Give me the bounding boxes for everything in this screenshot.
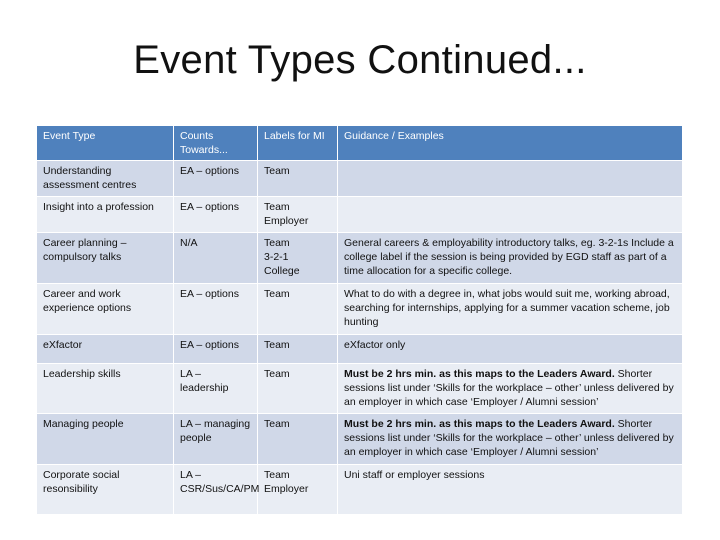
cell-event-type: Career and work experience options (37, 284, 174, 335)
mi-label: Team (264, 339, 290, 351)
cell-guidance (338, 284, 683, 335)
table-row (37, 414, 683, 465)
cell-event-type: Understanding assessment centres (37, 161, 174, 197)
cell-counts-towards: EA – options (174, 284, 258, 335)
cell-labels-for-mi (258, 414, 338, 465)
cell-counts-towards: LA – managing people (174, 414, 258, 465)
mi-label: Team (264, 469, 290, 481)
mi-label: Team (264, 165, 290, 177)
cell-labels-for-mi (258, 233, 338, 284)
mi-label: Team (264, 201, 290, 213)
table-row (37, 233, 683, 284)
table-header-row (37, 126, 683, 161)
cell-labels-for-mi (258, 284, 338, 335)
guidance-emphasis: Must be 2 hrs min. as this maps to the Leaders Award. (344, 418, 615, 430)
cell-counts-towards: EA – options (174, 197, 258, 233)
cell-labels-for-mi (258, 197, 338, 233)
guidance-text: General careers & employability introductory talks, eg. 3-2-1s Include a college label if the session is being provided by EGD staff as part of a time allocation for a specific college. (344, 237, 674, 277)
mi-label: Employer (264, 483, 309, 495)
header-counts-towards: Counts Towards... (174, 126, 258, 161)
cell-labels-for-mi (258, 335, 338, 364)
table-row (37, 197, 683, 233)
cell-guidance (338, 161, 683, 197)
cell-event-type: Leadership skills (37, 364, 174, 414)
cell-event-type: Insight into a profession (37, 197, 174, 233)
mi-label: College (264, 265, 300, 277)
cell-counts-towards: EA – options (174, 335, 258, 364)
cell-labels-for-mi (258, 465, 338, 515)
header-guidance: Guidance / Examples (338, 126, 683, 161)
guidance-text: Uni staff or employer sessions (344, 469, 485, 481)
cell-event-type: Career planning – compulsory talks (37, 233, 174, 284)
cell-event-type: eXfactor (37, 335, 174, 364)
cell-guidance (338, 414, 683, 465)
cell-counts-towards: EA – options (174, 161, 258, 197)
table-row (37, 161, 683, 197)
cell-labels-for-mi (258, 161, 338, 197)
cell-event-type: Managing people (37, 414, 174, 465)
mi-label: Team (264, 418, 290, 430)
page-title: Event Types Continued... (133, 38, 587, 82)
guidance-text: What to do with a degree in, what jobs would suit me, working abroad, searching for internships, applying for a summer vacation scheme, job hunting (344, 288, 670, 328)
cell-guidance (338, 465, 683, 515)
event-types-table (37, 126, 683, 515)
cell-guidance (338, 233, 683, 284)
table-row (37, 364, 683, 414)
cell-guidance (338, 335, 683, 364)
cell-event-type: Corporate social resonsibility (37, 465, 174, 515)
guidance-text: Shorter sessions list under ‘Skills for the workplace – other’ unless delivered by an employer in which case ‘Employer / Alumni session’ (344, 368, 674, 408)
cell-labels-for-mi (258, 364, 338, 414)
mi-label: Team (264, 368, 290, 380)
cell-guidance (338, 364, 683, 414)
header-labels-for-mi: Labels for MI (258, 126, 338, 161)
mi-label: Team (264, 237, 290, 249)
cell-guidance (338, 197, 683, 233)
table-row (37, 335, 683, 364)
cell-counts-towards: LA – leadership (174, 364, 258, 414)
cell-counts-towards: LA – CSR/Sus/CA/PM (174, 465, 258, 515)
mi-label: Team (264, 288, 290, 300)
guidance-emphasis: Must be 2 hrs min. as this maps to the Leaders Award. (344, 368, 615, 380)
cell-counts-towards: N/A (174, 233, 258, 284)
header-event-type: Event Type (37, 126, 174, 161)
mi-label: Employer (264, 215, 309, 227)
table-row (37, 284, 683, 335)
guidance-text: eXfactor only (344, 339, 406, 351)
table-row (37, 465, 683, 515)
guidance-text: Shorter sessions list under ‘Skills for the workplace – other’ unless delivered by an employer in which case ‘Employer / Alumni session’ (344, 418, 674, 458)
mi-label: 3-2-1 (264, 251, 289, 263)
